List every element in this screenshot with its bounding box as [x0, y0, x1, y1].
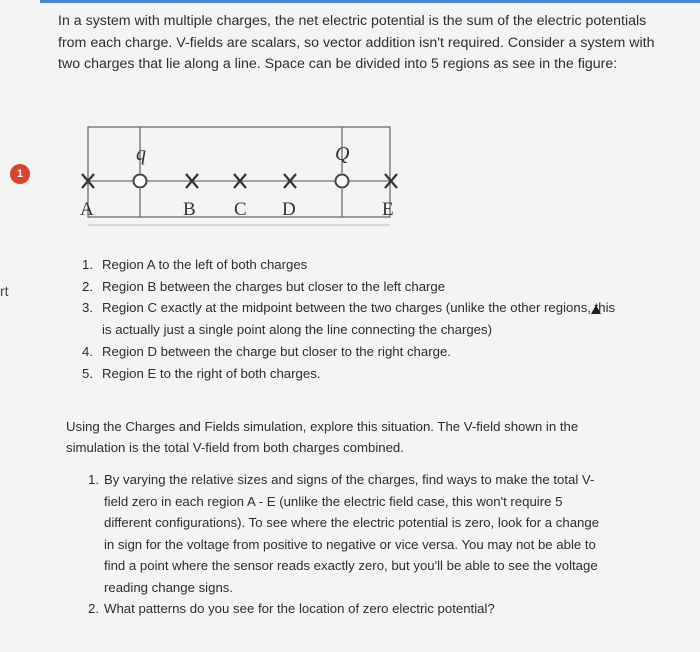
list-item: 1. Region A to the left of both charges: [82, 257, 308, 272]
region-a-label: A: [80, 199, 94, 220]
list-item: 2. Region B between the charges but closer to the left charge: [82, 278, 446, 294]
list-item: 2. What patterns do you see for the location of zero electric potential?: [88, 601, 495, 616]
mouse-cursor-icon: [591, 305, 601, 314]
top-accent-bar: [40, 0, 700, 3]
region-e-label: E: [382, 199, 394, 220]
side-label: rt: [0, 283, 9, 299]
left-charge-circle: [134, 175, 147, 188]
question-number-badge: 1: [10, 164, 30, 184]
regions-list: [82, 254, 622, 384]
charge-regions-diagram: [72, 122, 412, 234]
region-d-label: D: [282, 199, 296, 220]
list-item: 3. Region C exactly at the midpoint between the two charges (unlike the other regions, this is actually just a single point along the line connecting the charges): [82, 300, 616, 338]
simulation-instructions: Using the Charges and Fields simulation, explore this situation. The V-field shown in the simulation is the total V-field from both charges combined.: [66, 419, 579, 455]
list-item: 5. Region E to the right of both charges.: [82, 365, 321, 381]
region-c-label: C: [234, 199, 247, 220]
tasks-list: [88, 469, 608, 620]
intro-paragraph: In a system with multiple charges, the net electric potential is the sum of the electric potentials from each charge. V-fields are scalars, so vector addition isn't required. Consider a system with two charges that lie along a line. Space can be divided into 5 regions as see in the figure:: [58, 13, 655, 72]
list-item: 4. Region D between the charge but closer to the right charge.: [82, 343, 451, 359]
charge-regions-figure: [72, 122, 412, 239]
left-charge-label: q: [136, 143, 146, 165]
right-charge-label: Q: [335, 143, 350, 165]
region-b-label: B: [183, 199, 196, 220]
list-item: 1. By varying the relative sizes and signs of the charges, find ways to make the total V-field zero in each region A - E (unlike the electric field case, this won't require 5 different configurations). To see where the electric potential is zero, look for a change in sign for the voltage from positive to negative or vice versa. You may not be able to find a point where the sensor reads exactly zero, but you'll be able to see the voltage reading change signs.: [88, 472, 600, 595]
right-charge-circle: [336, 175, 349, 188]
